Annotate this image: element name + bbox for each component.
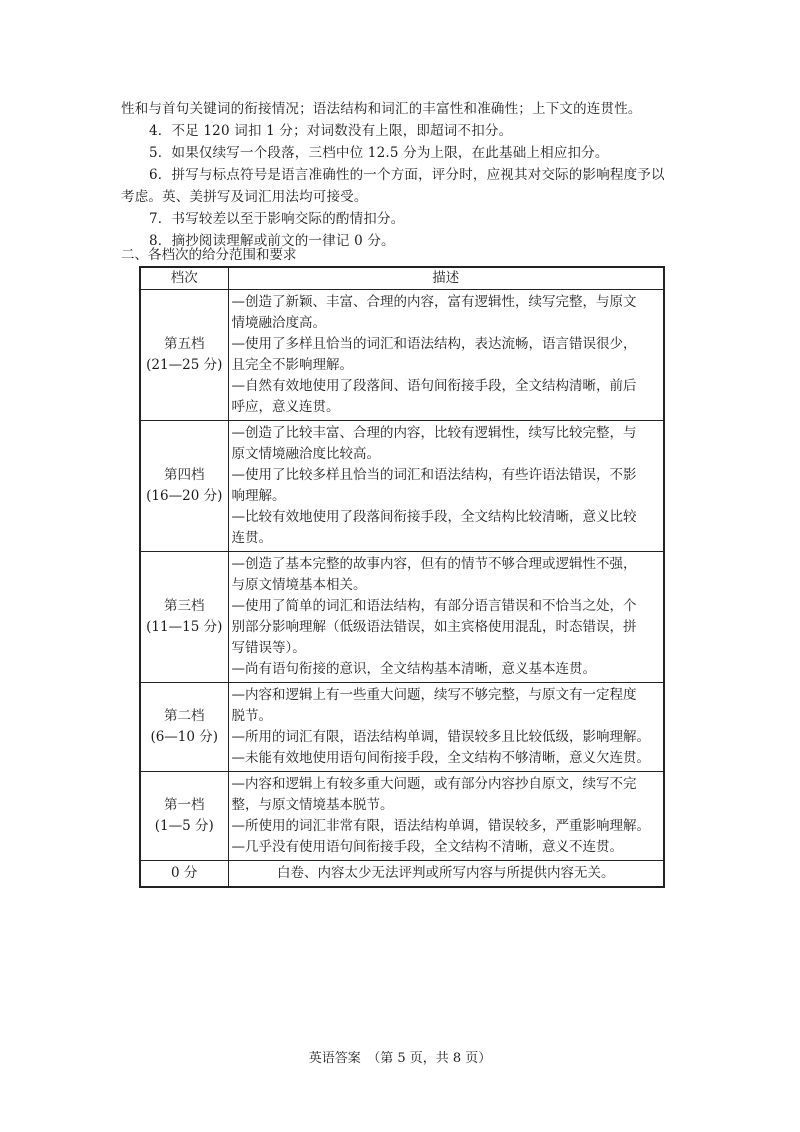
level-cell <box>140 772 228 861</box>
header-level: 档次 <box>140 267 228 290</box>
description-line: —几乎没有使用语句间衔接手段，全文结构不清晰，意义不连贯。 <box>231 839 623 855</box>
description-line: —内容和逻辑上有较多重大问题，或有部分内容抄自原文，续写不完 <box>231 776 637 792</box>
table-row-level-2 <box>140 683 664 772</box>
description-line: —创造了基本完整的故事内容，但有的情节不够合理或逻辑性不强， <box>231 556 637 572</box>
description-line: —使用了简单的词汇和语法结构，有部分语言错误和不恰当之处，个 <box>231 598 637 614</box>
level-range: (16—20 分) <box>146 488 223 504</box>
level-range: (21—25 分) <box>146 357 223 373</box>
description-line: —使用了多样且恰当的词汇和语法结构，表达流畅，语言错误很少， <box>231 336 637 352</box>
rule-5: 5．如果仅续写一个段落，三档中位 12.5 分为上限，在此基础上相应扣分。 <box>149 145 609 161</box>
description-line: —自然有效地使用了段落间、语句间衔接手段，全文结构清晰，前后 <box>231 378 637 394</box>
description-cell <box>228 772 664 861</box>
table-row-level-0 <box>140 861 664 888</box>
level-range: (1—5 分) <box>154 818 214 834</box>
table-row-level-4 <box>140 421 664 552</box>
rule-line-continuation: 性和与首句关键词的衔接情况；语法结构和词汇的丰富性和准确性；上下文的连贯性。 <box>121 101 642 117</box>
level-name: 第二档 <box>164 708 205 724</box>
level-cell <box>140 552 228 683</box>
description-line: 白卷、内容太少无法评判或所写内容与所提供内容无关。 <box>277 865 615 881</box>
description-line: —尚有语句衔接的意识，全文结构基本清晰，意义基本连贯。 <box>231 661 596 677</box>
section-heading: 二、各档次的给分范围和要求 <box>121 247 297 263</box>
description-cell <box>228 552 664 683</box>
description-line: 别部分影响理解（低级语法错误，如主宾格使用混乱，时态错误，拼 <box>231 619 637 635</box>
level-name: 第四档 <box>164 467 205 483</box>
level-range: (6—10 分) <box>150 729 219 745</box>
level-cell <box>140 421 228 552</box>
description-line: —内容和逻辑上有一些重大问题，续写不够完整，与原文有一定程度 <box>231 687 637 703</box>
description-line: —创造了新颖、丰富、合理的内容，富有逻辑性，续写完整，与原文 <box>231 294 637 310</box>
description-line: —所使用的词汇非常有限，语法结构单调，错误较多，严重影响理解。 <box>231 818 650 834</box>
level-name: 第一档 <box>164 797 205 813</box>
table-header-row <box>140 267 664 290</box>
table-row-level-3 <box>140 552 664 683</box>
description-line: —所用的词汇有限，语法结构单调，错误较多且比较低级，影响理解。 <box>231 729 650 745</box>
level-name: 第三档 <box>164 598 205 614</box>
level-cell <box>140 683 228 772</box>
description-line: —使用了比较多样且恰当的词汇和语法结构，有些许语法错误，不影 <box>231 467 637 483</box>
grading-table <box>139 266 665 888</box>
description-line: 与原文情境基本相关。 <box>231 577 367 593</box>
level-name: 0 分 <box>171 865 198 881</box>
description-line: 脱节。 <box>231 708 272 724</box>
description-line: —未能有效地使用语句间衔接手段，全文结构不够清晰，意义欠连贯。 <box>231 750 650 766</box>
description-line: 且完全不影响理解。 <box>231 357 353 373</box>
level-range: (11—15 分) <box>146 619 223 635</box>
level-cell <box>140 861 228 888</box>
header-description: 描述 <box>228 267 664 290</box>
description-line: —比较有效地使用了段落间衔接手段，全文结构比较清晰，意义比较 <box>231 509 637 525</box>
description-line: 连贯。 <box>231 530 272 546</box>
description-cell <box>228 861 664 888</box>
table-row-level-1 <box>140 772 664 861</box>
description-line: 情境融洽度高。 <box>231 315 326 331</box>
rule-7: 7．书写较差以至于影响交际的酌情扣分。 <box>149 211 405 227</box>
description-line: —创造了比较丰富、合理的内容，比较有逻辑性，续写比较完整，与 <box>231 425 637 441</box>
page-footer: 英语答案 （第 5 页，共 8 页） <box>308 1051 492 1066</box>
description-line: 响理解。 <box>231 488 286 504</box>
table-row-level-5 <box>140 290 664 421</box>
description-line: 写错误等）。 <box>231 640 306 656</box>
description-line: 原文情境融洽度比较高。 <box>231 446 380 462</box>
description-cell <box>228 683 664 772</box>
rule-6: 6．拼写与标点符号是语言准确性的一个方面，评分时，应视其对交际的影响程度予以 <box>149 167 665 183</box>
rule-8: 8．摘抄阅读理解或前文的一律记 0 分。 <box>149 233 395 249</box>
description-line: 呼应，意义连贯。 <box>231 399 340 415</box>
description-line: 整，与原文情境基本脱节。 <box>231 797 394 813</box>
description-cell <box>228 290 664 421</box>
level-name: 第五档 <box>164 336 205 352</box>
rule-6-continuation: 考虑。英、美拼写及词汇用法均可接受。 <box>121 189 368 205</box>
description-cell <box>228 421 664 552</box>
level-cell <box>140 290 228 421</box>
rule-4: 4．不足 120 词扣 1 分；对词数没有上限，即超词不扣分。 <box>149 123 513 139</box>
